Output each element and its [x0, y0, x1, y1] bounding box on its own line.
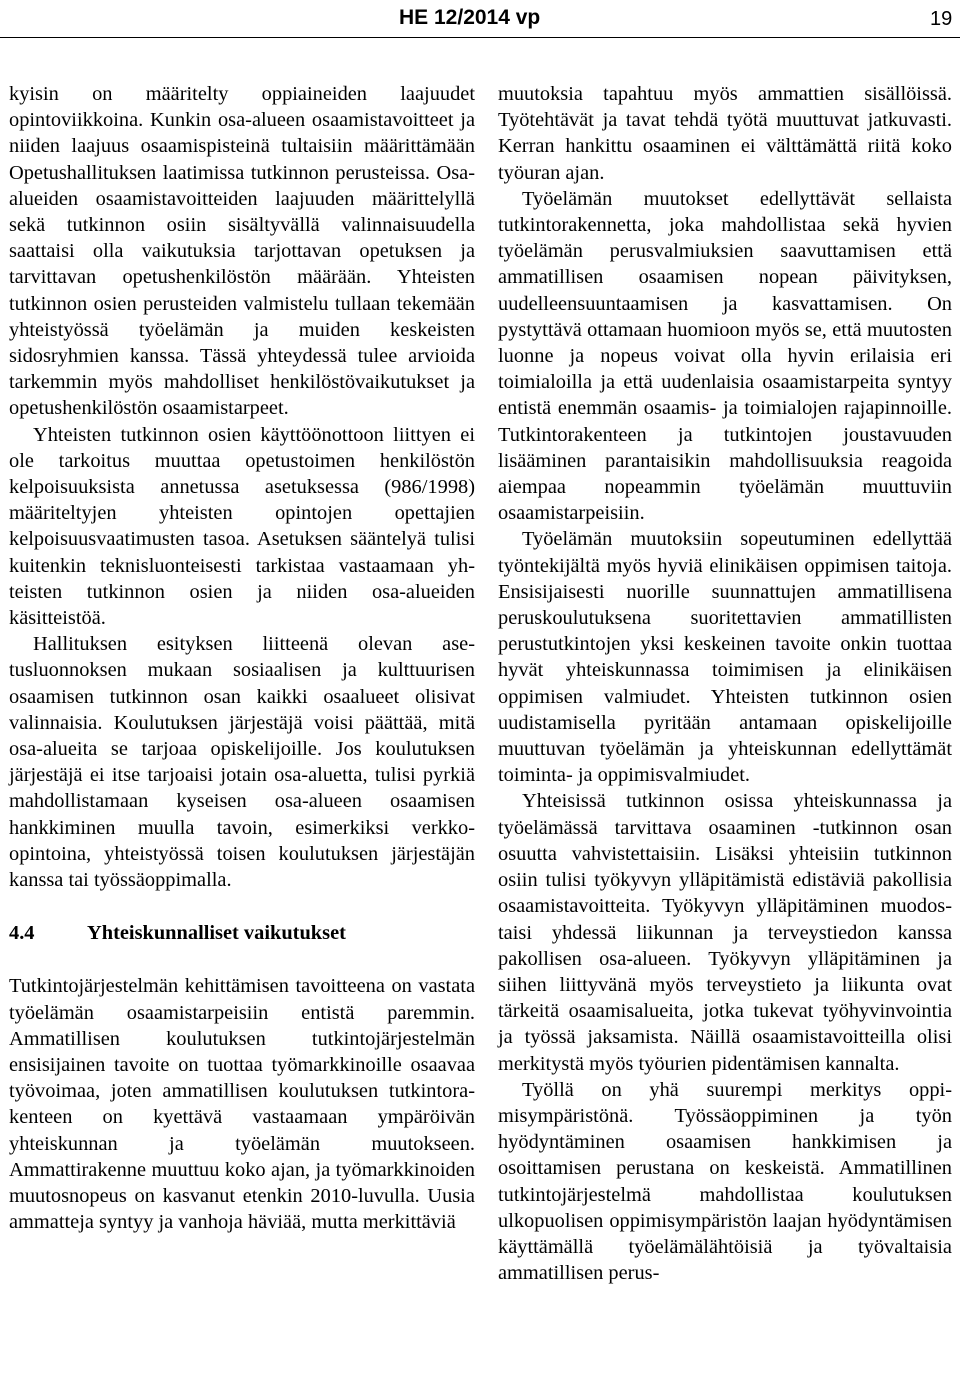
paragraph: Työelämän muutokset edellyttävät sellaista tutkintorakennetta, joka mahdollistaa sekä hyvien työelämän perusvalmiuksien saavuttamisen että ammatillisen osaamisen nopean päivityksen, uudelleensuuntaamisen ja kasvattamisen. On pystyttävä ottamaan huomioon myös se, että muutosten luonne ja nopeus voivat olla hyvin erilaisia eri toimialoilla ja että uudenlaisia osaamistarpeita syntyy entistä enemmän osaamis- ja toimialojen rajapinnoille. Tutkintorakenteen ja tutkintojen joustavuuden lisääminen parantaisikin mahdollisuuksia reagoida aiempaa nopeammin työelämän muuttuviin osaamistarpeisiin. [498, 187, 952, 525]
section-heading [9, 920, 475, 946]
paragraph: Tutkintojärjestelmän kehittämisen tavoitteena on vastata työelämän osaamistarpeisiin entistä paremmin. Ammatillisen koulutuksen tutkintojärjestelmän ensisijainen tavoite on tuottaa työmarkkinoille osaavaa työvoimaa, joten ammatillisen koulutuksen tutkintorakenteen on kyettävä vastaamaan ympäröivän yhteiskunnan ja työelämän muutokseen. Ammattirakenne muuttuu koko ajan, ja työmarkkinoiden muutosnopeus on kasvanut etenkin 2010-luvulla. Uusia ammatteja syntyy ja vanhoja häviää, mutta merkittäviä [9, 975, 475, 1234]
right-column [498, 81, 952, 1286]
document-id: HE 12/2014 vp [399, 6, 541, 29]
paragraph: Yhteisten tutkinnon osien käyttöönottoon liittyen ei ole tarkoitus muuttaa opetustoimen henkilöstön kelpoisuuksista annetussa asetuksessa (986/1998) määriteltyjen yhteisten opintojen opettajien kelpoisuusvaatimusten tasoa. Asetuksen sääntelyä tulisi kuitenkin teknisluonteisesti tarkistaa vastaamaan yhteisten tutkinnon osien ja niiden osa-alueiden käsitteistöä. [9, 423, 475, 630]
left-column [9, 81, 475, 1235]
paragraph: Yhteisissä tutkinnon osissa yhteiskunnassa ja työelämässä tarvittava osaaminen -tutkinnon osan osuutta vahvistettaisiin. Lisäksi yhteisiin tutkinnon osiin tulisi työkyvyn ylläpitämistä edistäviä pakollisia osaamistavoitteita. Työkyvyn ylläpitäminen muodostaisi yhdessä liikunnan ja terveystiedon kanssa pakollisen osa-alueen. Työkyvyn ylläpitäminen ja siihen liittyvänä myös terveystieto ja liikunta ovat tärkeitä osaamisalueita, jotka tukevat työhyvinvointia ja työssä jaksamista. Näillä osaamistavoitteilla olisi merkitystä myös työurien pidentämisen kannalta. [498, 790, 952, 1075]
section-number: 4.4 [9, 922, 35, 945]
page-header [0, 0, 960, 40]
paragraph: Hallituksen esityksen liitteenä olevan asetusluonnoksen mukaan sosiaalisen ja kulttuurisen osaamisen tutkinnon osan kaikki osaalueet olisivat valinnaisia. Koulutuksen järjestäjä voisi päättää, mitä osa-alueita se tarjoaa opiskelijoille. Jos koulutuksen järjestäjä ei itse tarjoaisi jotain osa-aluetta, tulisi pyrkiä mahdollistamaan kyseisen osa-alueen osaamisen hankkiminen muulla tavoin, esimerkiksi verkko-opintoina, yhteistyössä toisen koulutuksen järjestäjän kanssa tai työssäoppimalla. [9, 633, 475, 892]
paragraph: muutoksia tapahtuu myös ammattien sisällöissä. Työtehtävät ja tavat tehdä työtä muuttuvat jatkuvasti. Kerran hankittu osaaminen ei välttämättä riitä koko työuran ajan. [498, 83, 952, 184]
paragraph: Työelämän muutoksiin sopeutuminen edellyttää työntekijältä myös hyviä elinikäisen oppimisen taitoja. Ensisijaisesti nuorille suunnattujen ammatillisena peruskoulutuksena suoritettavien ammatillisten perustutkintojen yksi keskeinen tavoite onkin tuottaa hyvät yhteiskunnassa toimimisen ja elinikäisen oppimisen valmiudet. Yhteisten tutkinnon osien uudistamisella pyritään antamaan opiskelijoille muuttuvan työelämän ja yhteiskunnan edellyttämät toiminta- ja oppimisvalmiudet. [498, 528, 952, 787]
paragraph: kyisin on määritelty oppiaineiden laajuudet opintoviikkoina. Kunkin osa-alueen osaamistavoitteet ja niiden laajuus osaamispisteinä tultaisiin määrittämään Opetushallituksen laatimissa tutkinnon perusteissa. Osaalueiden osaamistavoitteiden laajuuden määrittelyllä sekä tutkinnon osiin sisältyvällä valinnaisuudella saattaisi olla vaikutuksia tarjottavan opetuksen ja tarvittavan opetushenkilöstön määrään. Yhteisten tutkinnon osien perusteiden valmistelu tullaan tekemään yhteistyössä työelämän ja muiden keskeisten sidosryhmien kanssa. Tässä yhteydessä tulee arvioida tarkemmin myös mahdolliset henkilöstövaikutukset ja opetushenkilöstön osaamistarpeet. [9, 83, 475, 420]
page-number: 19 [930, 8, 953, 30]
header-rule [0, 37, 960, 38]
paragraph: Työllä on yhä suurempi merkitys oppimisympäristönä. Työssäoppiminen ja työn hyödyntäminen osaamisen hankkimisen ja osoittamisen perustana on keskeistä. Ammatillinen tutkintojärjestelmä mahdollistaa koulutuksen ulkopuolisen oppimisympäristön laajan hyödyntämisen käyttämällä työelämälähtöisiä ja työvaltaisia ammatillisen perus- [498, 1078, 952, 1285]
section-title: Yhteiskunnalliset vaikutukset [87, 922, 346, 945]
